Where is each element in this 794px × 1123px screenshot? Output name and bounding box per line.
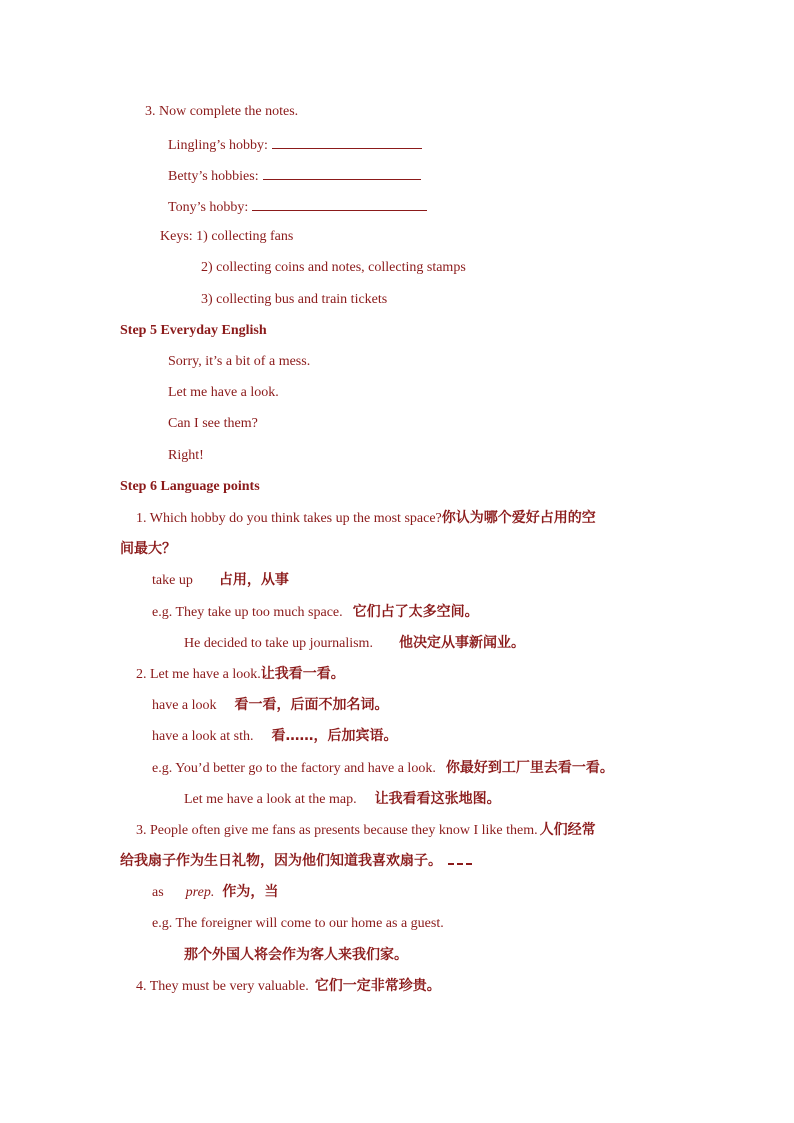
point-1-zh-cont: 间最大？ [120, 541, 176, 557]
example-5: e.g. The foreigner will come to our home as a guest. [152, 916, 444, 931]
keys-line-1: Keys: 1) collecting fans [160, 229, 294, 244]
lingling-blank[interactable] [272, 134, 422, 149]
point-2-zh: 让我看一看。 [260, 666, 345, 682]
example-en: e.g. They take up too much space. [152, 605, 343, 620]
step5-line: Let me have a look. [168, 385, 279, 400]
betty-line [168, 165, 421, 187]
step5-heading: Step 5 Everyday English [120, 323, 267, 338]
example-en: Let me have a look at the map. [184, 792, 357, 807]
tony-blank[interactable] [252, 196, 427, 211]
example-zh: 它们占了太多空间。 [352, 604, 479, 620]
step6-heading: Step 6 Language points [120, 479, 260, 494]
tony-label: Tony’s hobby: [168, 200, 249, 215]
term-as [152, 882, 278, 903]
term-en: have a look [152, 698, 217, 713]
example-1 [152, 602, 479, 623]
point-2 [136, 664, 345, 685]
term-en: take up [152, 573, 193, 588]
point-3-zh-cont: 给我扇子作为生日礼物，因为他们知道我喜欢扇子。 [120, 853, 442, 869]
example-zh: 让我看看这张地图。 [374, 791, 501, 807]
term-have-a-look [152, 695, 389, 716]
point-4-en: 4. They must be very valuable. [136, 979, 309, 994]
term-zh: 作为，当 [222, 884, 279, 900]
term-en: have a look at sth. [152, 729, 254, 744]
term-take-up [152, 570, 289, 591]
point-1-zh: 你认为哪个爱好占用的空 [441, 510, 596, 526]
term-zh: 占用，从事 [218, 572, 289, 588]
point-4 [136, 976, 441, 997]
term-en: as [152, 885, 164, 900]
point-1-en: 1. Which hobby do you think takes up the most space? [136, 511, 442, 526]
example-zh: 他决定从事新闻业。 [398, 635, 525, 651]
example-3 [152, 758, 614, 779]
example-en: e.g. You’d better go to the factory and have a look. [152, 761, 436, 776]
betty-blank[interactable] [263, 165, 421, 180]
example-5-zh: 那个外国人将会作为客人来我们家。 [184, 947, 408, 963]
keys-line-3: 3) collecting bus and train tickets [201, 292, 388, 307]
keys-line-2: 2) collecting coins and notes, collecting stamps [201, 260, 466, 275]
lingling-label: Lingling’s hobby: [168, 138, 268, 153]
step5-line: Right! [168, 448, 204, 463]
notes-item-3: 3. Now complete the notes. [145, 104, 299, 119]
point-3 [136, 820, 596, 841]
example-en: He decided to take up journalism. [184, 636, 373, 651]
point-3-zh: 人们经常 [539, 822, 596, 838]
point-1 [136, 508, 596, 529]
step5-line: Can I see them? [168, 416, 258, 431]
betty-label: Betty’s hobbies: [168, 169, 259, 184]
point-3-zh-line [120, 851, 472, 872]
example-zh: 你最好到工厂里去看一看。 [445, 760, 614, 776]
point-4-zh: 它们一定非常珍贵。 [314, 978, 441, 994]
term-have-a-look-at [152, 726, 397, 747]
part-of-speech: prep. [185, 885, 215, 900]
example-2 [184, 633, 525, 654]
tony-line [168, 196, 427, 218]
term-zh: 看一看，后面不加名词。 [234, 697, 389, 713]
term-zh: 看……，后加宾语。 [271, 728, 398, 744]
lingling-line [168, 134, 422, 156]
point-3-en: 3. People often give me fans as presents because they know I like them. [136, 823, 538, 838]
example-4 [184, 789, 501, 810]
point-2-en: 2. Let me have a look. [136, 667, 261, 682]
step5-line: Sorry, it’s a bit of a mess. [168, 354, 311, 369]
dash-mark [448, 855, 472, 865]
